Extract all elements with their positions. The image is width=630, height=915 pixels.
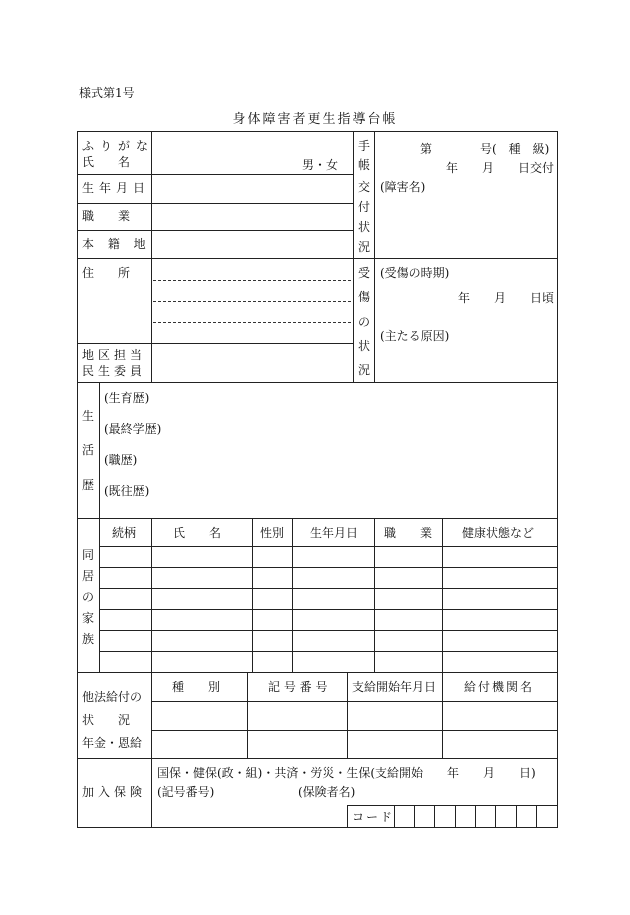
life-history-label-1: 生 (82, 409, 95, 423)
life-history-label-3: 歴 (82, 478, 95, 492)
injury-label-5: 況 (358, 363, 371, 377)
family-col-header: 生年月日 (310, 526, 359, 540)
insurance-number-label: (記号番号) (157, 785, 215, 799)
family-label-2: 居 (82, 569, 95, 583)
other-benefits-label-3: 年金・恩給 (82, 736, 143, 750)
benefits-col-header: 記 号 番 号 (268, 680, 328, 694)
life-history-item: (生育歴) (104, 391, 150, 405)
birthdate-label: 生年月日 (82, 181, 151, 195)
handbook-label-3: 交 (358, 180, 371, 194)
address-label: 住 所 (82, 266, 131, 280)
district-welfare-label-1: 地区担当 (82, 348, 147, 362)
handbook-label-4: 付 (358, 200, 371, 214)
other-benefits-label-1: 他法給付の (82, 690, 143, 704)
benefits-col-header: 支給開始年月日 (352, 680, 437, 694)
name-label: 氏 名 (82, 155, 131, 169)
handbook-date-line: 年 月 日交付 (446, 161, 555, 175)
district-welfare-label-2: 民生委員 (82, 364, 147, 378)
handbook-number-line: 第 号( 種 級) (420, 142, 550, 156)
handbook-label-6: 況 (358, 240, 371, 254)
insurer-name-label: (保険者名) (298, 785, 356, 799)
life-history-item: (既往歴) (104, 484, 150, 498)
code-label: コード (352, 810, 395, 824)
form-number: 様式第1号 (79, 86, 135, 100)
family-col-header: 続柄 (112, 526, 137, 540)
disability-name-label: (障害名) (380, 180, 426, 194)
injury-cause-label: (主たる原因) (380, 329, 450, 343)
family-label-4: 家 (82, 611, 95, 625)
family-col-header: 性別 (260, 526, 285, 540)
injury-date-line: 年 月 日頃 (458, 291, 555, 305)
family-label-5: 族 (82, 632, 95, 646)
injury-label-1: 受 (358, 266, 371, 280)
domicile-label: 本 籍 地 (82, 237, 151, 251)
life-history-item: (最終学歴) (104, 422, 162, 436)
injury-label-3: の (358, 315, 371, 329)
benefits-col-header: 給付機関名 (464, 680, 535, 694)
injury-label-4: 状 (358, 339, 371, 353)
handbook-label-5: 状 (358, 220, 371, 234)
furigana-label: ふりがな (82, 139, 155, 153)
injury-time-label: (受傷の時期) (380, 266, 450, 280)
form-outer-border (78, 132, 558, 828)
family-col-header: 氏 名 (173, 526, 222, 540)
life-history-label-2: 活 (82, 443, 95, 457)
occupation-label: 職 業 (82, 209, 131, 223)
benefits-col-header: 種 別 (172, 680, 221, 694)
injury-label-2: 傷 (358, 290, 371, 304)
handbook-label-1: 手 (358, 139, 371, 153)
other-benefits-label-2: 状 況 (82, 713, 131, 727)
family-col-header: 健康状態など (462, 526, 535, 540)
sex-options: 男・女 (302, 158, 339, 172)
handbook-label-2: 帳 (358, 158, 371, 172)
family-label-1: 同 (82, 548, 95, 562)
form-title: 身体障害者更生指導台帳 (232, 112, 398, 127)
family-label-3: の (82, 590, 95, 604)
life-history-item: (職歴) (104, 453, 138, 467)
insurance-line-1: 国保・健保(政・組)・共済・労災・生保(支給開始 年 月 日) (157, 766, 536, 780)
family-col-header: 職 業 (384, 526, 433, 540)
insurance-label: 加入保険 (82, 785, 147, 799)
